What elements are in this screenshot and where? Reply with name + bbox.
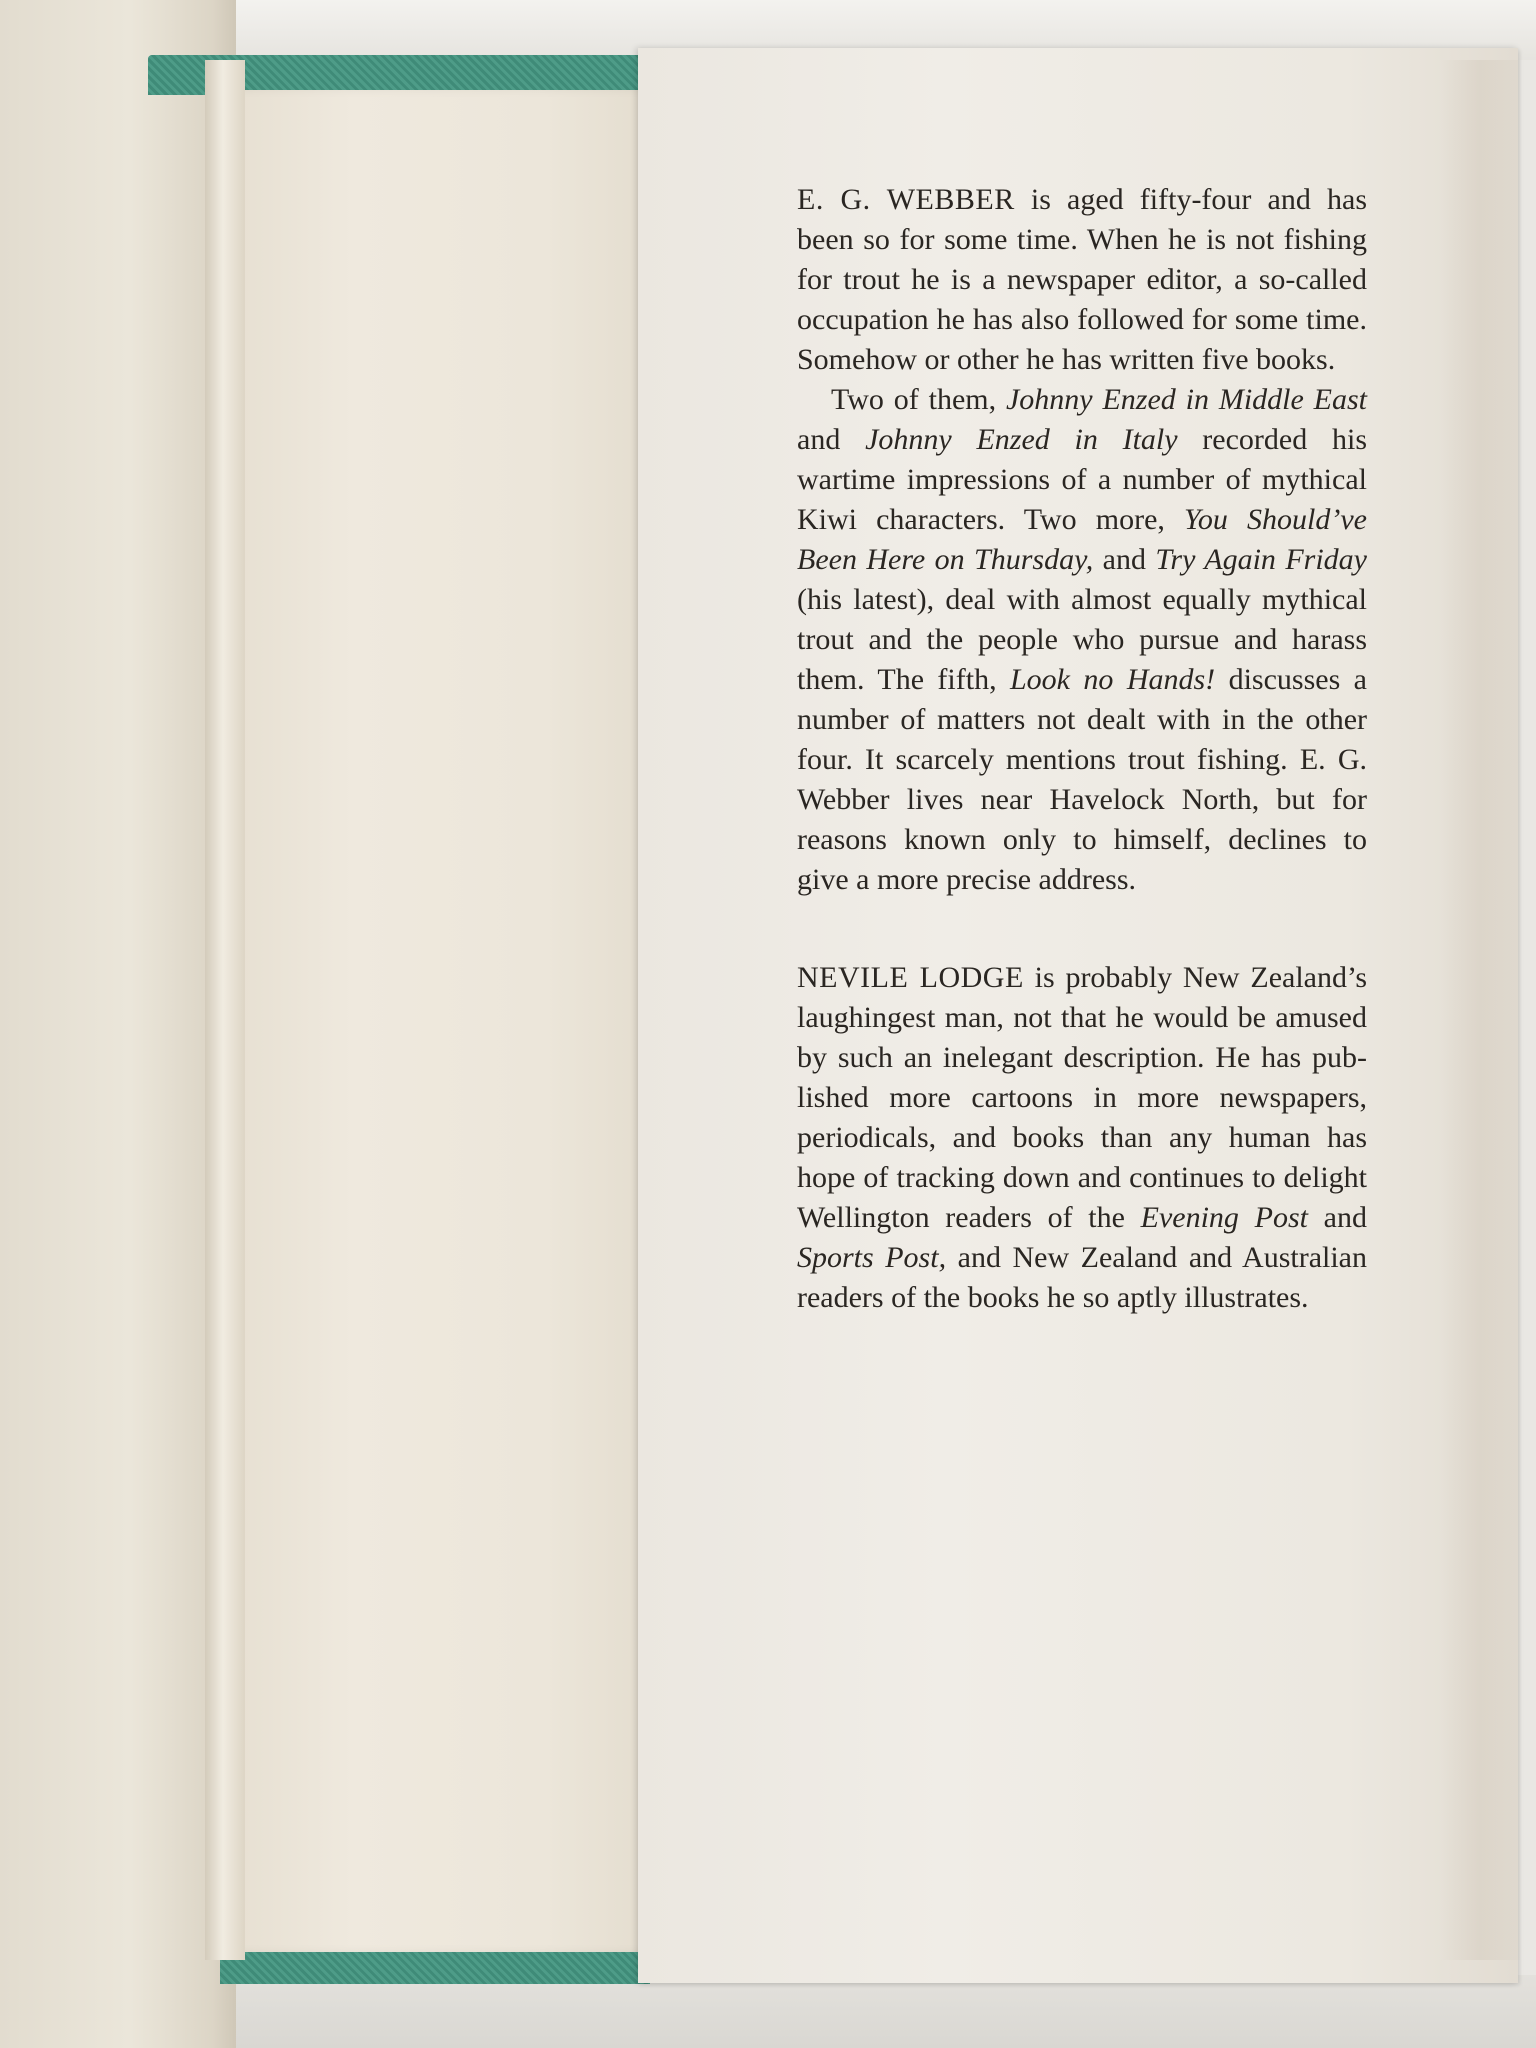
flap-text-column — [797, 180, 1367, 1318]
author-bio-paragraph — [797, 180, 1367, 380]
illustrator-name: NEVILE LODGE — [797, 961, 1024, 994]
books-text-c: recorded his wartime impressions of a number of mythical Kiwi characters. Two more, — [797, 423, 1367, 536]
author-name: E. G. WEBBER — [797, 183, 1015, 216]
books-text-b: and — [797, 423, 866, 456]
newspaper-title-1: Evening Post — [1140, 1201, 1308, 1234]
flap-edge-stain — [1440, 60, 1520, 1960]
illustrator-text-b: and — [1307, 1201, 1367, 1234]
books-paragraph — [797, 380, 1367, 900]
spine-gutter — [205, 60, 245, 1960]
books-text-f: discusses a number of matters not dealt with in the other four. It scarcely mentions trout fishing. E. G. Webber lives near Havelock North, but for reasons known only to himself, declines to give a more precise address. — [797, 663, 1367, 896]
book-title-1: Johnny Enzed in Middle East — [1005, 383, 1368, 416]
books-text-d: and — [1093, 543, 1156, 576]
books-text-a: Two of them, — [831, 383, 1006, 416]
endpaper — [226, 90, 650, 1952]
illustrator-text-c: and New Zealand and Australian readers of the books he so aptly illustrates. — [797, 1241, 1367, 1314]
book-title-5: Look no Hands! — [1010, 663, 1216, 696]
cloth-binding-bottom — [220, 1948, 650, 1984]
newspaper-title-2: Sports Post, — [797, 1241, 947, 1274]
illustrator-bio-paragraph — [797, 958, 1367, 1318]
author-bio-text: is aged fifty-four and has been so for some time. When he is not fishing for trout he is a newspaper editor, a so-called occupation he has also followed for some time. Somehow or other he has written five books. — [797, 183, 1367, 376]
left-page — [0, 0, 236, 2048]
book-title-2: Johnny Enzed in Italy — [865, 423, 1178, 456]
book-title-3: You Should’ve Been Here on Thursday, — [797, 503, 1367, 576]
book-title-4: Try Again Friday — [1155, 543, 1367, 576]
books-text-e: (his latest), deal with almost equally mythical trout and the people who pursue and harass them. The fifth, — [797, 583, 1367, 696]
illustrator-text-a: is probably New Zealand’s laughingest man, not that he would be amused by such an inelegant description. He has published more cartoons in more newspapers, periodicals, and books than any human has hope of tracking down and continues to delight Wellington readers of the — [797, 961, 1367, 1234]
